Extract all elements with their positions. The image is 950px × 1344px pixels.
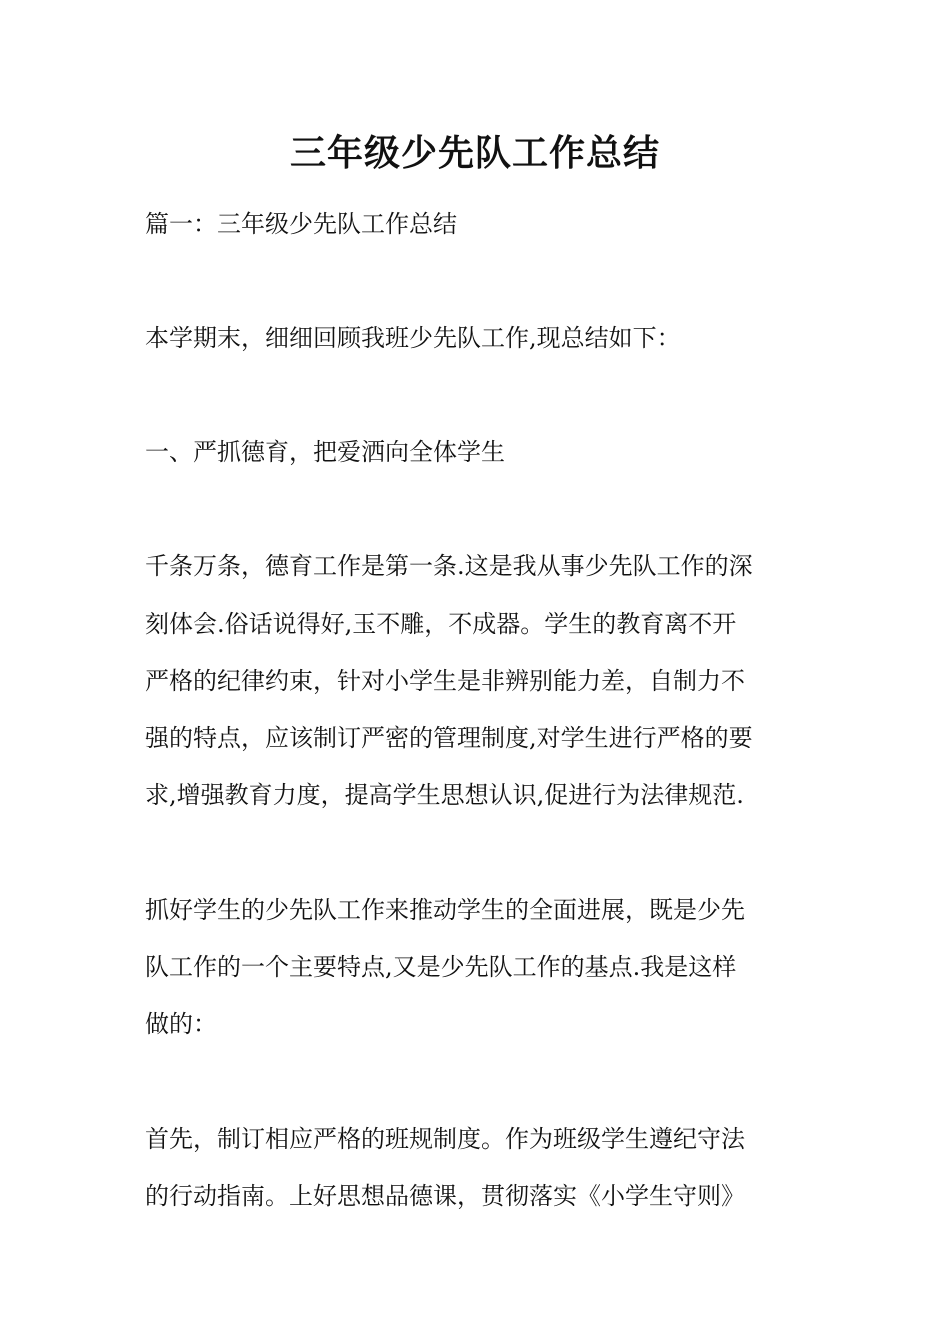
paragraph-line: 抓好学生的少先队工作来推动学生的全面进展，既是少先 bbox=[145, 896, 745, 924]
paragraph-line: 队工作的一个主要特点,又是少先队工作的基点.我是这样 bbox=[145, 953, 737, 981]
intro-line: 本学期末，细细回顾我班少先队工作,现总结如下： bbox=[145, 324, 681, 352]
paragraph-line: 做的： bbox=[145, 1010, 217, 1038]
paragraph-line: 强的特点，应该制订严密的管理制度,对学生进行严格的要 bbox=[145, 724, 753, 752]
paragraph-line: 严格的纪律约束，针对小学生是非辨别能力差，自制力不 bbox=[145, 667, 745, 695]
paragraph-line: 首先，制订相应严格的班规制度。作为班级学生遵纪守法 bbox=[145, 1125, 745, 1153]
paragraph-line: 求,增强教育力度，提高学生思想认识,促进行为法律规范. bbox=[145, 781, 744, 809]
subtitle-line: 篇一：三年级少先队工作总结 bbox=[145, 210, 457, 238]
paragraph-line: 刻体会.俗话说得好,玉不雕，不成器。学生的教育离不开 bbox=[145, 610, 737, 638]
paragraph-line: 的行动指南。上好思想品德课，贯彻落实《小学生守则》 bbox=[145, 1182, 745, 1210]
section-heading: 一、严抓德育，把爱洒向全体学生 bbox=[145, 438, 505, 466]
paragraph-line: 千条万条，德育工作是第一条.这是我从事少先队工作的深 bbox=[145, 552, 753, 580]
document-title: 三年级少先队工作总结 bbox=[289, 132, 660, 174]
